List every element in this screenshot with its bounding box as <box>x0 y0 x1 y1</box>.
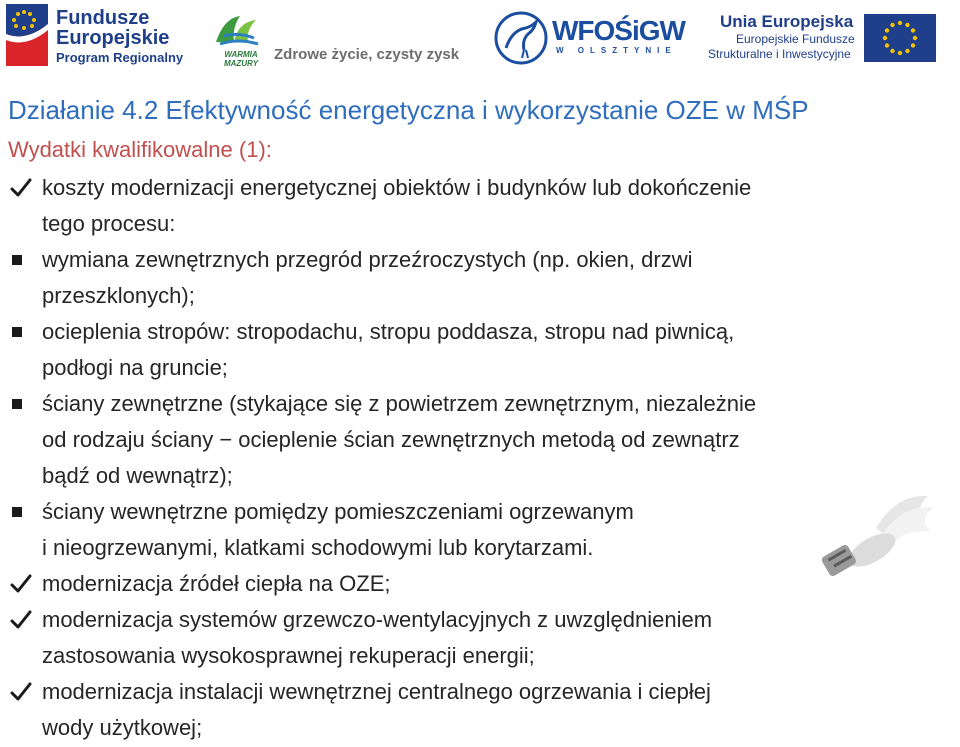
ue-line1: Unia Europejska <box>720 12 854 31</box>
eu-star-icon <box>905 49 909 53</box>
eu-star-icon <box>883 36 887 40</box>
list-item <box>8 386 960 494</box>
square-bullet-icon <box>8 494 38 530</box>
eu-flag-icon <box>864 14 936 62</box>
ue-line2: Europejskie Fundusze <box>736 32 855 46</box>
checkmark-icon <box>8 674 38 710</box>
list-item-line: podłogi na gruncie; <box>42 355 228 380</box>
list-item-line: koszty modernizacji energetycznej obiektów i budynków lub dokończenie <box>42 175 752 200</box>
list-item <box>8 602 960 674</box>
list-item-line: ściany zewnętrzne (stykające się z powietrzem zewnętrznym, niezależnie <box>42 391 757 416</box>
list-item-line: tego procesu: <box>42 211 176 236</box>
list-item-line: wody użytkowej; <box>42 715 203 740</box>
eu-star-icon <box>911 28 915 32</box>
list-item <box>8 674 960 746</box>
ue-line3: Strukturalne i Inwestycyjne <box>708 47 851 61</box>
eu-star-icon <box>913 36 917 40</box>
square-bullet-icon <box>8 386 38 422</box>
list-item-line: wymiana zewnętrznych przegród przeźroczystych (np. okien, drzwi <box>42 247 693 272</box>
list-item-line: od rodzaju ściany − ocieplenie ścian zewnętrznych metodą od zewnątrz <box>42 427 740 452</box>
fundusze-line3: Program Regionalny <box>56 50 184 65</box>
eu-star-icon <box>890 23 894 27</box>
list-item-line: modernizacja źródeł ciepła na OZE; <box>42 571 391 596</box>
square-bullet-icon <box>8 314 38 350</box>
fundusze-flag-icon <box>6 4 48 66</box>
checkmark-icon <box>8 170 38 206</box>
warmia-caption-line1: WARMIA <box>224 50 258 59</box>
logo-bar <box>0 0 960 78</box>
list-item-line: i nieogrzewanymi, klatkami schodowymi lub korytarzami. <box>42 535 594 560</box>
square-bullet-icon <box>8 242 38 278</box>
list-item-line: przeszklonych); <box>42 283 195 308</box>
list-item-line: ocieplenia stropów: stropodachu, stropu poddasza, stropu nad piwnicą, <box>42 319 735 344</box>
eu-star-icon <box>885 43 889 47</box>
eu-star-icon <box>898 21 902 25</box>
slide-subheading: Wydatki kwalifikowalne (1): <box>8 137 272 162</box>
wfosigw-sub: W OLSZTYNIE <box>556 46 677 55</box>
list-item-line: zastosowania wysokosprawnej rekuperacji energii; <box>42 643 535 668</box>
eu-star-icon <box>905 23 909 27</box>
fundusze-line1: Fundusze <box>56 7 150 29</box>
eu-star-icon <box>898 51 902 55</box>
warmia-caption-line2: MAZURY <box>223 59 259 68</box>
fundusze-line2: Europejskie <box>56 27 170 49</box>
list-item <box>8 170 960 242</box>
list-item-line: bądź od wewnątrz); <box>42 463 233 488</box>
checkmark-icon <box>8 602 38 638</box>
fundusze-text <box>56 8 183 66</box>
eu-star-icon <box>911 43 915 47</box>
warmia-caption <box>216 50 266 68</box>
list-item-line: modernizacja instalacji wewnętrznej centralnego ogrzewania i ciepłej <box>42 679 711 704</box>
list-item-line: modernizacja systemów grzewczo-wentylacyjnych z uwzględnieniem <box>42 607 713 632</box>
list-item <box>8 242 960 314</box>
energy-saving-bulb-icon <box>816 488 946 588</box>
eu-star-icon <box>890 49 894 53</box>
stork-icon <box>492 10 550 66</box>
checkmark-icon <box>8 566 38 602</box>
list-item <box>8 314 960 386</box>
warmia-slogan: Zdrowe życie, czysty zysk <box>274 46 460 63</box>
slide-heading: Działanie 4.2 Efektywność energetyczna i wykorzystanie OZE w MŚP <box>8 95 809 125</box>
wfosigw-name: WFOŚiGW <box>552 15 685 46</box>
eu-star-icon <box>885 28 889 32</box>
list-item-line: ściany wewnętrzne pomiędzy pomieszczeniami ogrzewanym <box>42 499 634 524</box>
ue-text <box>708 12 855 62</box>
